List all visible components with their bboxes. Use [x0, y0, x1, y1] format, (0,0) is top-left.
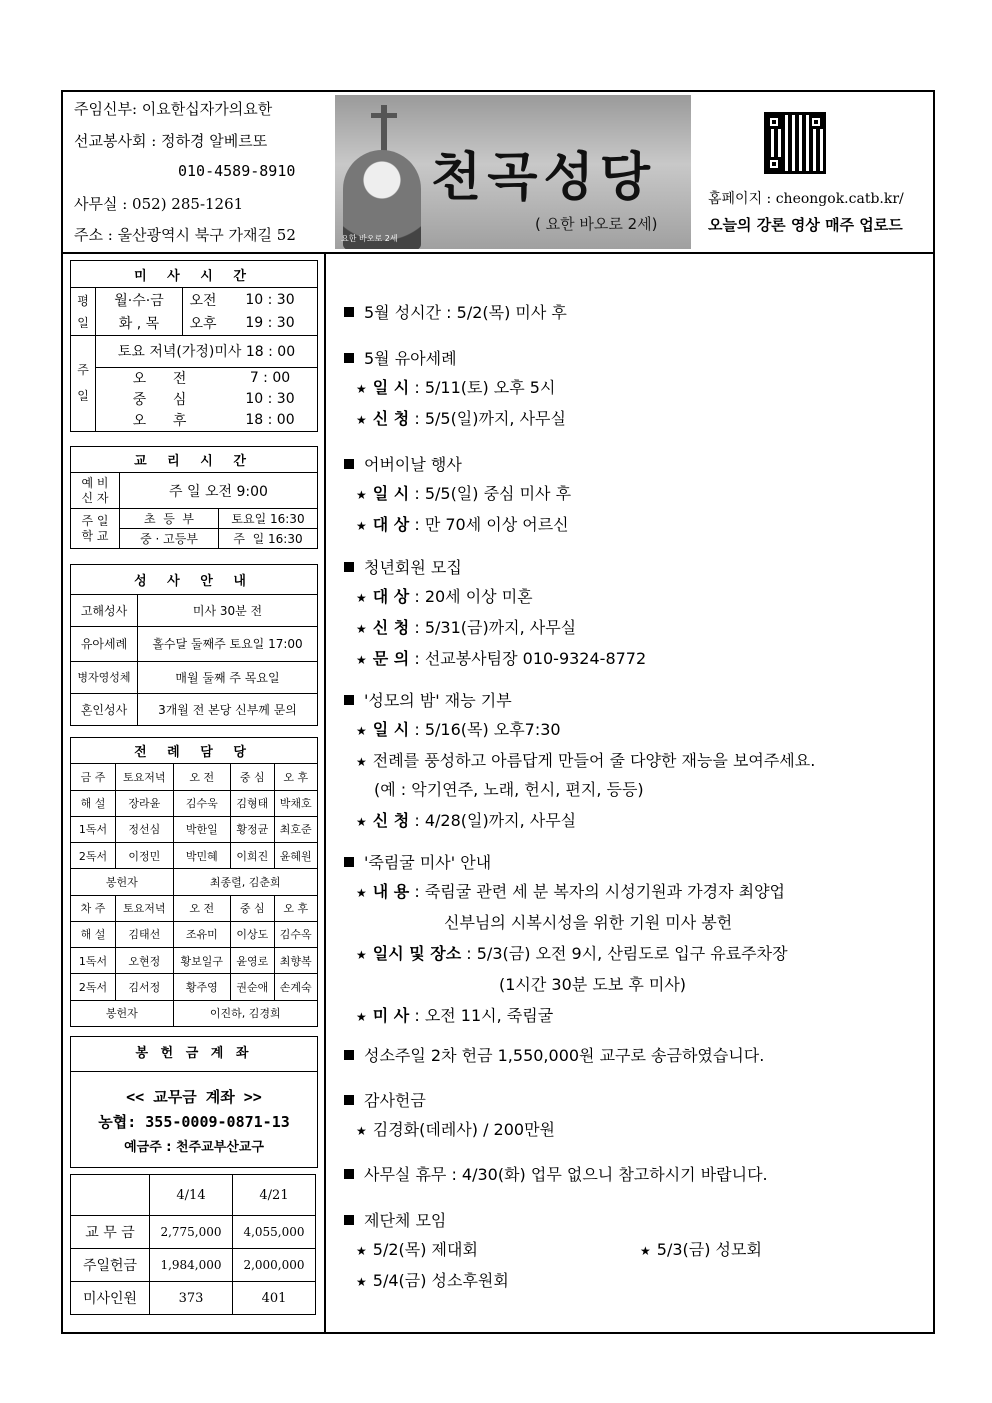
roster-role: 2독서 — [71, 974, 116, 1000]
roster-cell: 김수욱 — [173, 790, 231, 816]
sacrament-info: 매월 둘째 주 목요일 — [138, 661, 318, 693]
school-time: 토요일 16:30 — [219, 509, 318, 529]
item-text: : 5/11(토) 오후 5시 — [409, 378, 556, 397]
roster-cell: 박한일 — [173, 816, 231, 842]
star-bullet-icon: ★ — [356, 1010, 367, 1024]
sacrament-name: 유아세례 — [71, 627, 138, 661]
sunday-school-label: 주 일 학 교 — [71, 509, 120, 549]
item-text: 5/4(금) 성소후원회 — [372, 1271, 509, 1290]
council-chair: 선교봉사회 : 정하경 알베르또 — [74, 132, 268, 150]
item-text: : 20세 이상 미혼 — [409, 587, 533, 606]
notice-title: '죽림굴 미사' 안내 — [364, 853, 492, 872]
roster-cell: 이상도 — [231, 921, 274, 947]
item-label: 미 사 — [372, 1006, 410, 1025]
roster-role: 1독서 — [71, 816, 116, 842]
offering-label: 봉헌자 — [71, 869, 174, 895]
sacrament-info: 3개월 전 본당 신부께 문의 — [138, 693, 318, 725]
bullet-square-icon — [344, 1215, 354, 1225]
sacrament-name: 혼인성사 — [71, 693, 138, 725]
bullet-square-icon — [344, 1050, 354, 1060]
liturgy-title: 전 례 담 당 — [71, 738, 318, 764]
item-label: 일 시 — [372, 378, 410, 397]
finance-value: 2,775,000 — [150, 1216, 233, 1249]
image-caption: 요한 바오로 2세 — [341, 234, 398, 243]
roster-cell: 김서정 — [116, 974, 174, 1000]
roster-header: 토요저녁 — [116, 764, 174, 790]
sunday-mass-name: 중 심 — [132, 392, 187, 409]
notice-infant-baptism — [344, 346, 934, 429]
pastor-name: 주임신부: 이요한십자가의요한 — [74, 100, 273, 118]
header-divider — [61, 252, 935, 254]
item-label: 내 용 — [372, 882, 410, 901]
offering-names: 최종렬, 김춘희 — [173, 869, 317, 895]
roster-cell: 최호준 — [274, 816, 318, 842]
star-bullet-icon: ★ — [356, 519, 367, 533]
roster-header: 토요저녁 — [116, 895, 174, 921]
star-bullet-icon: ★ — [356, 622, 367, 636]
bank-account[interactable]: 농협: 355-0009-0871-13 — [98, 1113, 290, 1131]
item-text: 5/3(금) 성모회 — [656, 1240, 762, 1259]
church-banner — [335, 95, 691, 249]
notice-title: 청년회원 모집 — [364, 558, 462, 577]
star-bullet-icon: ★ — [356, 591, 367, 605]
item-label: 대 상 — [372, 515, 410, 534]
notice-text: 5월 성시간 : 5/2(목) 미사 후 — [364, 303, 567, 322]
weekday-time: 19 : 30 — [223, 312, 318, 336]
roster-cell: 이정민 — [116, 843, 174, 869]
school-time: 주 일 16:30 — [219, 529, 318, 549]
roster-cell: 이희진 — [231, 843, 274, 869]
item-label: 일 시 — [372, 484, 410, 503]
sacraments-title: 성 사 안 내 — [71, 565, 318, 595]
notice-office-closed — [344, 1162, 934, 1185]
star-bullet-icon: ★ — [356, 948, 367, 962]
item-text: : 5/5(일)까지, 사무실 — [409, 409, 566, 428]
star-bullet-icon: ★ — [356, 886, 367, 900]
notice-title: 5월 유아세례 — [364, 349, 457, 368]
roster-header: 중 심 — [231, 895, 274, 921]
bullet-square-icon — [344, 857, 354, 867]
cross-icon — [371, 113, 397, 118]
notice-title: 제단체 모임 — [364, 1211, 447, 1230]
bullet-square-icon — [344, 307, 354, 317]
item-text: 김경화(데레사) / 200만원 — [372, 1120, 555, 1139]
donation-title: 봉 헌 금 계 좌 — [71, 1037, 317, 1072]
weekday-time: 10 : 30 — [223, 288, 318, 312]
notice-vocation-collection — [344, 1043, 934, 1066]
sacrament-info: 홀수달 둘째주 토요일 17:00 — [138, 627, 318, 661]
finance-label: 주일헌금 — [71, 1249, 150, 1282]
item-text: : 4/28(일)까지, 사무실 — [409, 811, 577, 830]
sacraments-table — [70, 564, 318, 726]
roster-header: 오 후 — [274, 764, 318, 790]
item-text: 5/2(목) 제대회 — [372, 1240, 478, 1259]
saturday-mass: 토요 저녁(가정)미사 18 : 00 — [96, 335, 318, 367]
sunday-mass-time: 18 : 00 — [223, 410, 318, 432]
sunday-mass-name: 오 후 — [96, 410, 224, 432]
item-text: 전례를 풍성하고 아름답게 만들어 줄 다양한 재능을 보여주세요. — [372, 751, 816, 770]
item-text: : 5/5(일) 중심 미사 후 — [409, 484, 572, 503]
roster-cell: 박민혜 — [173, 843, 231, 869]
mass-times-title: 미 사 시 간 — [71, 261, 318, 288]
finance-label: 교 무 금 — [71, 1216, 150, 1249]
notice-title: '성모의 밤' 재능 기부 — [364, 691, 512, 710]
star-bullet-icon: ★ — [356, 1275, 367, 1289]
weekday-label: 평 일 — [71, 288, 96, 336]
bullet-square-icon — [344, 562, 354, 572]
sunday-mass-time: 7 : 00 — [223, 367, 318, 389]
roster-cell: 황정균 — [231, 816, 274, 842]
roster-cell: 손계숙 — [274, 974, 318, 1000]
finance-corner — [71, 1175, 150, 1216]
roster-header: 금 주 — [71, 764, 116, 790]
roster-cell: 박채호 — [274, 790, 318, 816]
item-text: 신부님의 시복시성을 위한 기원 미사 봉헌 — [444, 913, 733, 932]
notice-title: 어버이날 행사 — [364, 455, 462, 474]
sacrament-name: 병자영성체 — [71, 661, 138, 693]
star-bullet-icon: ★ — [356, 653, 367, 667]
finance-date: 4/14 — [150, 1175, 233, 1216]
item-text: : 5/31(금)까지, 사무실 — [409, 618, 577, 637]
star-bullet-icon: ★ — [356, 815, 367, 829]
school-grade: 중 · 고등부 — [120, 529, 219, 549]
office-phone: 사무실 : 052) 285-1261 — [74, 195, 244, 213]
star-bullet-icon: ★ — [356, 488, 367, 502]
roster-header: 오 후 — [274, 895, 318, 921]
item-label: 대 상 — [372, 587, 410, 606]
roster-cell: 장라윤 — [116, 790, 174, 816]
finance-value: 401 — [233, 1282, 316, 1315]
star-bullet-icon: ★ — [356, 413, 367, 427]
roster-header: 차 주 — [71, 895, 116, 921]
item-text: (1시간 30분 도보 후 미사) — [499, 975, 687, 994]
notice-text: 사무실 휴무 : 4/30(화) 업무 없으니 참고하시기 바랍니다. — [364, 1165, 768, 1184]
star-bullet-icon: ★ — [356, 382, 367, 396]
item-label: 신 청 — [372, 409, 410, 428]
sunday-mass-time: 10 : 30 — [223, 389, 318, 410]
catechism-table — [70, 446, 318, 549]
roster-role: 1독서 — [71, 948, 116, 974]
weekday-days: 월·수·금 — [96, 288, 183, 312]
roster-cell: 정선심 — [116, 816, 174, 842]
bullet-square-icon — [344, 695, 354, 705]
notice-mass-hour — [344, 300, 934, 323]
account-title: << 교무금 계좌 >> — [126, 1088, 262, 1106]
roster-role: 해 설 — [71, 790, 116, 816]
finance-value: 373 — [150, 1282, 233, 1315]
catechumen-time: 주 일 오전 9:00 — [120, 473, 318, 509]
weekday-ampm: 오후 — [183, 312, 224, 336]
star-bullet-icon: ★ — [356, 1244, 367, 1258]
roster-role: 해 설 — [71, 921, 116, 947]
star-bullet-icon: ★ — [640, 1244, 651, 1258]
finance-table — [70, 1174, 316, 1315]
roster-cell: 김수옥 — [274, 921, 318, 947]
church-address: 주소 : 울산광역시 북구 가재길 52 — [74, 226, 296, 244]
finance-date: 4/21 — [233, 1175, 316, 1216]
notice-text: 성소주일 2차 헌금 1,550,000원 교구로 송금하였습니다. — [364, 1046, 765, 1065]
church-name: 천곡성당 — [431, 147, 656, 208]
weekday-days: 화 , 목 — [96, 312, 183, 336]
item-label: 신 청 — [372, 618, 410, 637]
roster-cell: 최향복 — [274, 948, 318, 974]
notice-thanks-offering — [344, 1088, 934, 1140]
item-label: 일시 및 장소 — [372, 944, 462, 963]
roster-cell: 조유미 — [173, 921, 231, 947]
roster-cell: 김형태 — [231, 790, 274, 816]
liturgy-roster-table — [70, 737, 318, 1027]
roster-cell: 윤영로 — [231, 948, 274, 974]
roster-cell: 황주영 — [173, 974, 231, 1000]
notice-talent-donation — [344, 688, 934, 831]
finance-value: 2,000,000 — [233, 1249, 316, 1282]
weekday-ampm: 오전 — [183, 288, 224, 312]
star-bullet-icon: ★ — [356, 724, 367, 738]
item-text: : 죽림굴 관련 세 분 복자의 시성기원과 가경자 최양업 — [409, 882, 785, 901]
homepage-link[interactable]: 홈페이지 : cheongok.catb.kr/ — [708, 191, 904, 207]
mass-times-table — [70, 260, 318, 432]
item-text: : 선교봉사팀장 010-9324-8772 — [409, 649, 647, 668]
finance-value: 1,984,000 — [150, 1249, 233, 1282]
donation-account-box — [70, 1036, 318, 1168]
roster-cell: 권순애 — [231, 974, 274, 1000]
finance-label: 미사인원 — [71, 1282, 150, 1315]
notice-parents-day — [344, 452, 934, 535]
council-phone: 010-4589-8910 — [178, 162, 296, 180]
account-holder: 예금주 : 천주교부산교구 — [124, 1140, 264, 1155]
offering-label: 봉헌자 — [71, 1000, 174, 1026]
notice-group-meetings — [344, 1208, 934, 1291]
church-patron: ( 요한 바오로 2세) — [535, 215, 658, 233]
item-label: 문 의 — [372, 649, 410, 668]
roster-header: 오 전 — [173, 764, 231, 790]
item-text: : 5/3(금) 오전 9시, 산림도로 입구 유료주차장 — [461, 944, 788, 963]
item-text: (예 : 악기연주, 노래, 헌시, 편지, 등등) — [374, 780, 644, 799]
column-divider — [324, 252, 326, 1334]
sunday-mass-name: 오 전 — [132, 371, 187, 388]
finance-value: 4,055,000 — [233, 1216, 316, 1249]
bullet-square-icon — [344, 353, 354, 363]
item-text: : 5/16(목) 오후7:30 — [409, 720, 561, 739]
roster-cell: 황보일구 — [173, 948, 231, 974]
item-text: : 만 70세 이상 어르신 — [409, 515, 569, 534]
school-grade: 초 등 부 — [120, 509, 219, 529]
star-bullet-icon: ★ — [356, 755, 367, 769]
sunday-label: 주 일 — [71, 335, 96, 431]
star-bullet-icon: ★ — [356, 1124, 367, 1138]
item-label: 일 시 — [372, 720, 410, 739]
roster-cell: 윤혜원 — [274, 843, 318, 869]
sacrament-info: 미사 30분 전 — [138, 595, 318, 627]
bullet-square-icon — [344, 1169, 354, 1179]
sacrament-name: 고해성사 — [71, 595, 138, 627]
roster-header: 중 심 — [231, 764, 274, 790]
bullet-square-icon — [344, 459, 354, 469]
item-label: 신 청 — [372, 811, 410, 830]
homily-upload-note: 오늘의 강론 영상 매주 업로드 — [708, 216, 903, 234]
bullet-square-icon — [344, 1095, 354, 1105]
catechism-title: 교 리 시 간 — [71, 447, 318, 473]
offering-names: 이진하, 김경희 — [173, 1000, 317, 1026]
item-text: : 오전 11시, 죽림굴 — [409, 1006, 554, 1025]
notice-youth-recruit — [344, 555, 934, 669]
notice-jukrimgul-mass — [344, 850, 934, 1026]
catechumen-label: 예 비 신 자 — [71, 473, 120, 509]
roster-cell: 오현정 — [116, 948, 174, 974]
notice-title: 감사헌금 — [364, 1091, 426, 1110]
roster-cell: 김태선 — [116, 921, 174, 947]
qr-code-icon[interactable] — [764, 112, 826, 174]
roster-header: 오 전 — [173, 895, 231, 921]
roster-role: 2독서 — [71, 843, 116, 869]
